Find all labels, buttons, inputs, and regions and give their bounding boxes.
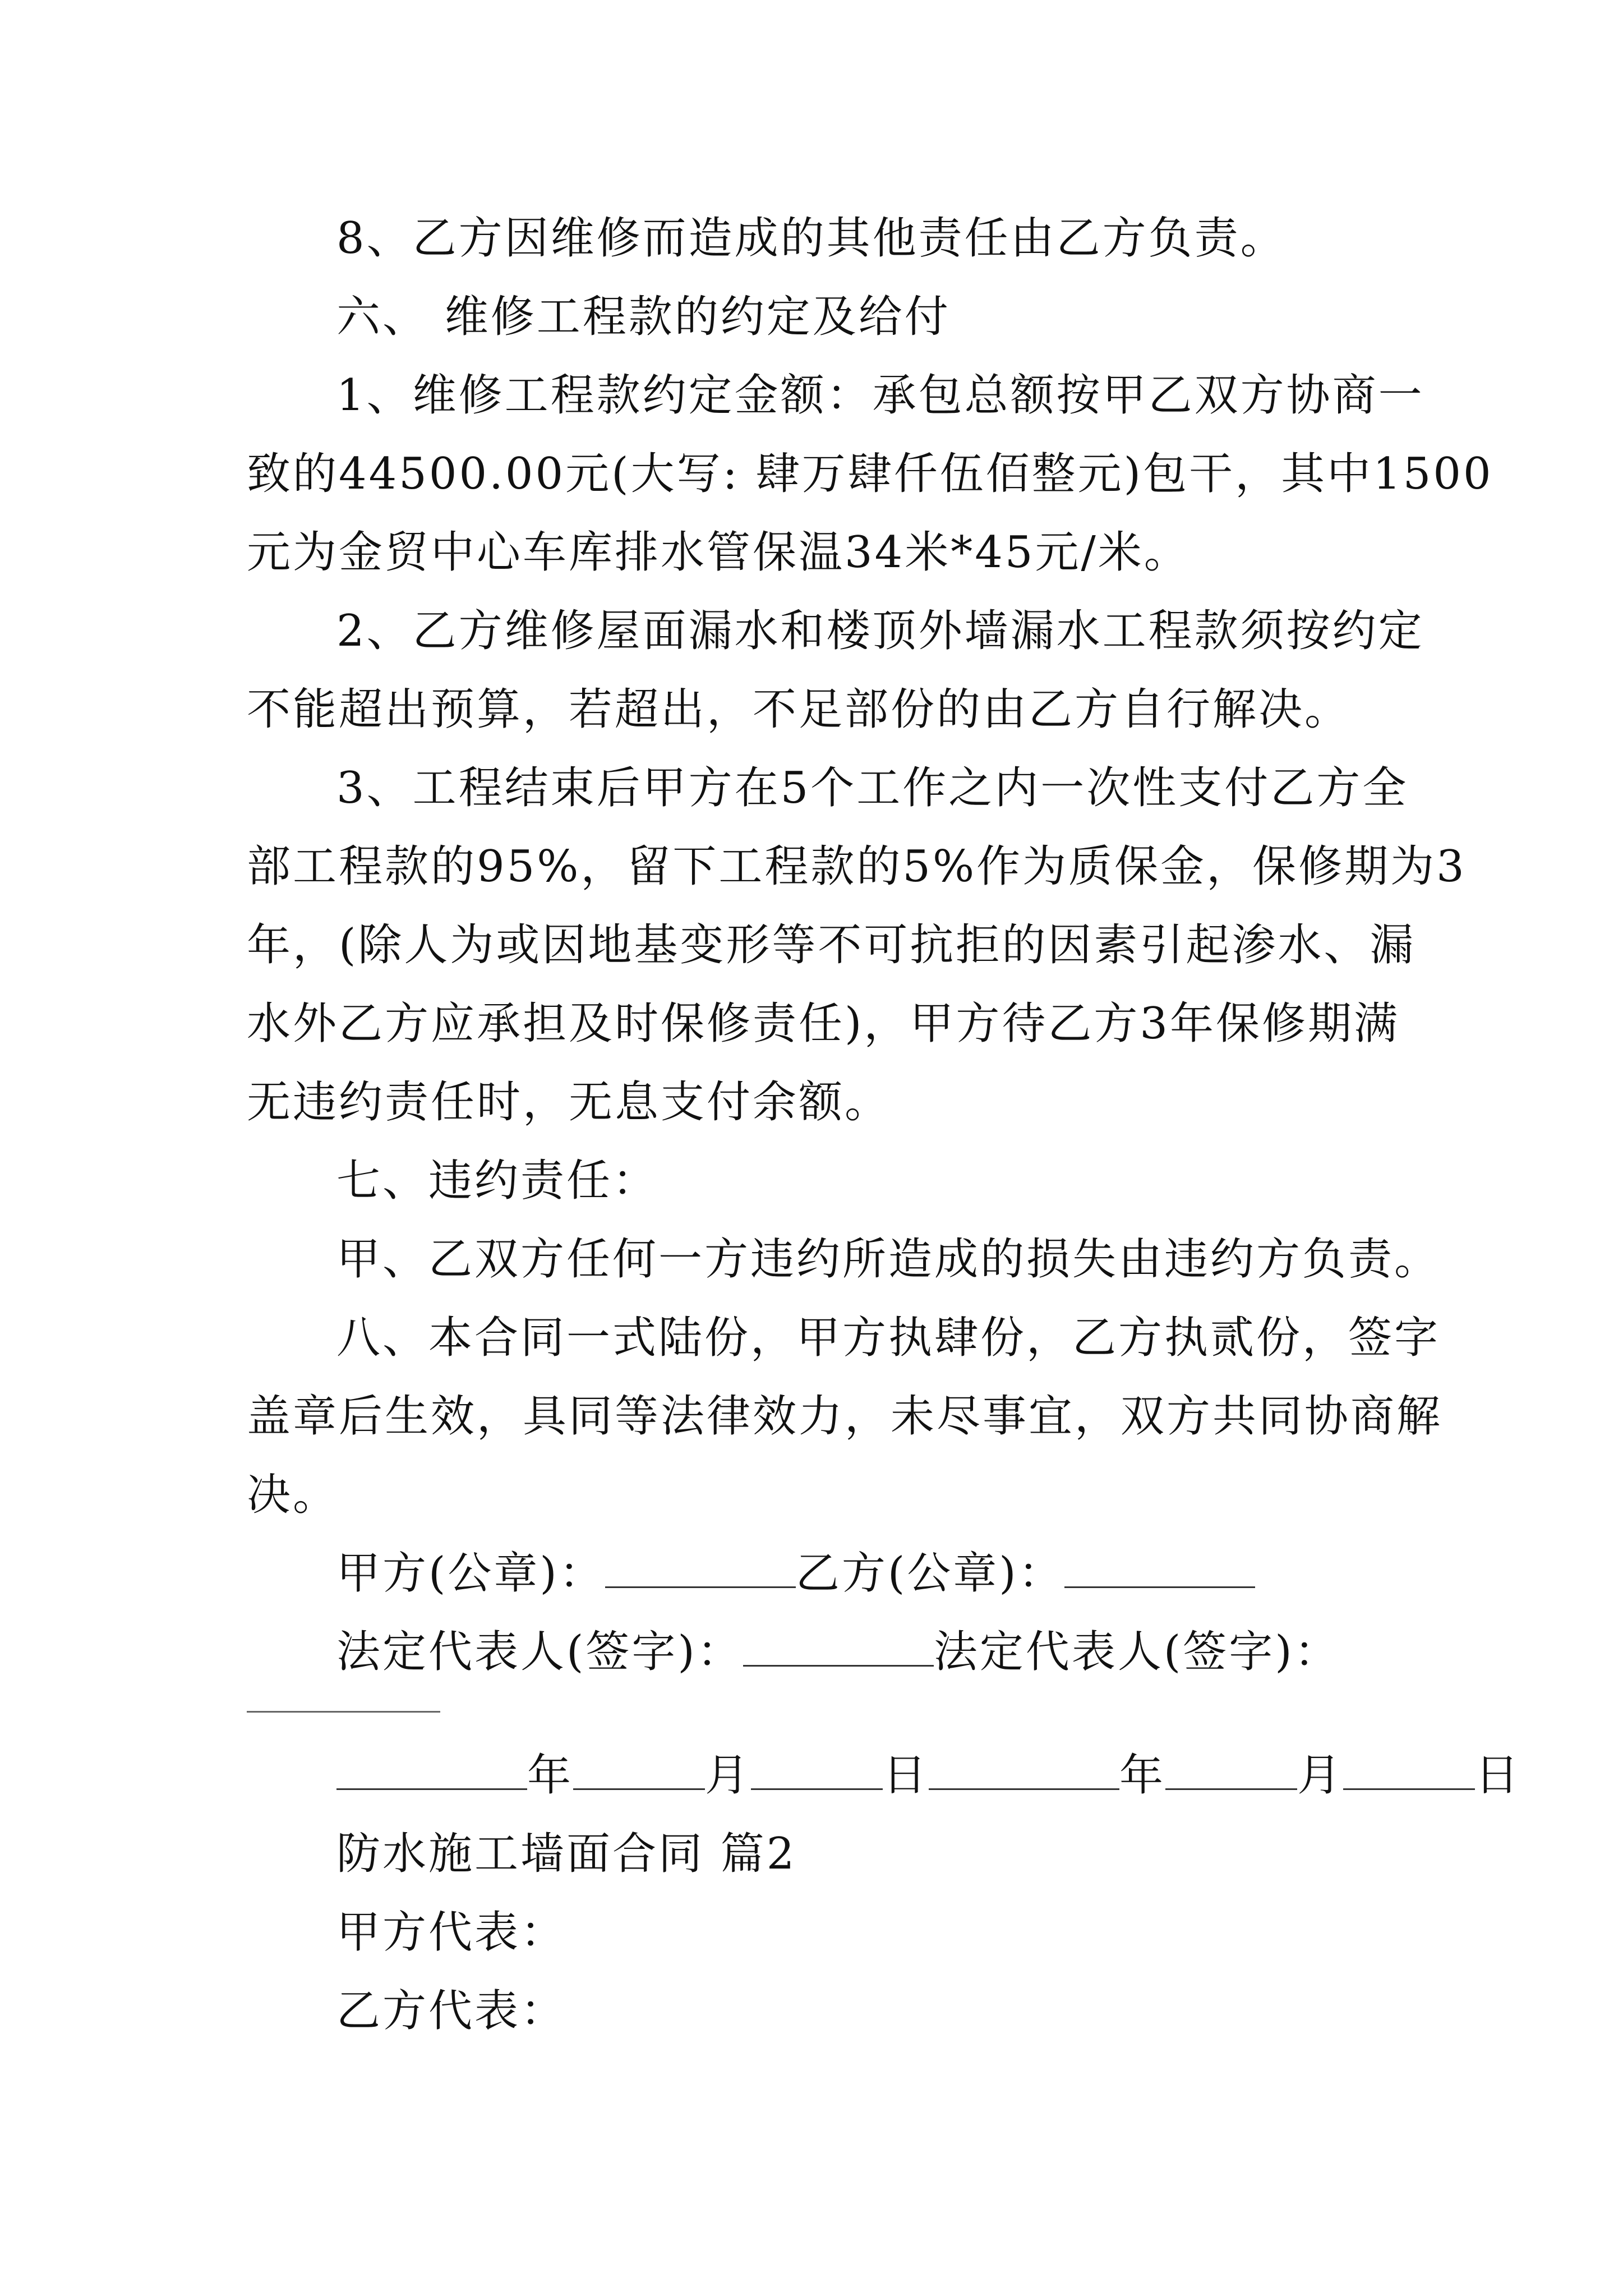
date-b-year-blank <box>929 1749 1119 1790</box>
section-2-title: 防水施工墙面合同 篇2 <box>336 1829 797 1879</box>
date-b-month-blank <box>1165 1749 1297 1790</box>
party-a-seal-blank <box>605 1547 796 1588</box>
section-8-line-3: 决。 <box>247 1470 339 1520</box>
date-a-month-blank <box>573 1749 705 1790</box>
date-line <box>336 1747 1521 1803</box>
clause-7-text: 甲、乙双方任何一方违约所造成的损失由违约方负责。 <box>336 1234 1441 1285</box>
party-a-seal-label: 甲方(公章)： <box>336 1548 605 1599</box>
date-a-month-label: 月 <box>705 1750 751 1801</box>
party-b-rep-blank-wrapped <box>247 1711 440 1713</box>
clause-6-3-line-2: 部工程款的95%，留下工程款的5%作为质保金，保修期为3 <box>247 841 1467 892</box>
date-a-year-label: 年 <box>527 1750 574 1801</box>
clause-6-1-line-1: 1、维修工程款约定金额：承包总额按甲乙双方协商一 <box>336 370 1424 421</box>
party-a-rep-blank <box>743 1626 934 1667</box>
date-a-year-blank <box>336 1749 527 1790</box>
party-b-representative: 乙方代表： <box>336 1986 567 2036</box>
representative-line <box>336 1624 1340 1680</box>
section-8-line-2: 盖章后生效，具同等法律效力，未尽事宜，双方共同协商解 <box>247 1391 1443 1442</box>
clause-6-3-line-3: 年，(除人为或因地基变形等不可抗拒的因素引起渗水、漏 <box>247 920 1416 970</box>
date-a-day-label: 日 <box>883 1750 929 1801</box>
clause-6-2-line-1: 2、乙方维修屋面漏水和楼顶外墙漏水工程款须按约定 <box>336 606 1424 656</box>
clause-6-3-line-1: 3、工程结束后甲方在5个工作之内一次性支付乙方全 <box>336 763 1409 813</box>
date-a-day-blank <box>751 1749 883 1790</box>
clause-6-2-line-2: 不能超出预算，若超出，不足部份的由乙方自行解决。 <box>247 684 1351 735</box>
date-b-day-blank <box>1343 1749 1475 1790</box>
party-b-seal-blank <box>1064 1547 1255 1588</box>
section-8-line-1: 八、本合同一式陆份，甲方执肆份，乙方执贰份，签字 <box>336 1313 1441 1363</box>
party-a-representative: 甲方代表： <box>336 1907 567 1958</box>
seal-line <box>336 1545 1255 1602</box>
party-b-seal-label: 乙方(公章)： <box>795 1548 1064 1599</box>
date-b-day-label: 日 <box>1475 1750 1521 1801</box>
section-6-heading: 六、 维修工程款的约定及给付 <box>336 292 951 342</box>
clause-8: 8、乙方因维修而造成的其他责任由乙方负责。 <box>336 213 1287 264</box>
clause-6-1-line-3: 元为金贸中心车库排水管保温34米*45元/米。 <box>247 527 1190 578</box>
party-b-rep-label: 法定代表人(签字)： <box>933 1627 1340 1677</box>
date-b-month-label: 月 <box>1297 1750 1344 1801</box>
clause-6-3-line-5: 无违约责任时，无息支付余额。 <box>247 1077 891 1128</box>
clause-6-3-line-4: 水外乙方应承担及时保修责任)，甲方待乙方3年保修期满 <box>247 999 1400 1049</box>
date-b-year-label: 年 <box>1119 1750 1166 1801</box>
party-a-rep-label: 法定代表人(签字)： <box>336 1627 743 1677</box>
section-7-heading: 七、违约责任： <box>336 1156 659 1206</box>
clause-6-1-line-2: 致的44500.00元(大写: 肆万肆仟伍佰整元)包干，其中1500 <box>247 449 1493 499</box>
